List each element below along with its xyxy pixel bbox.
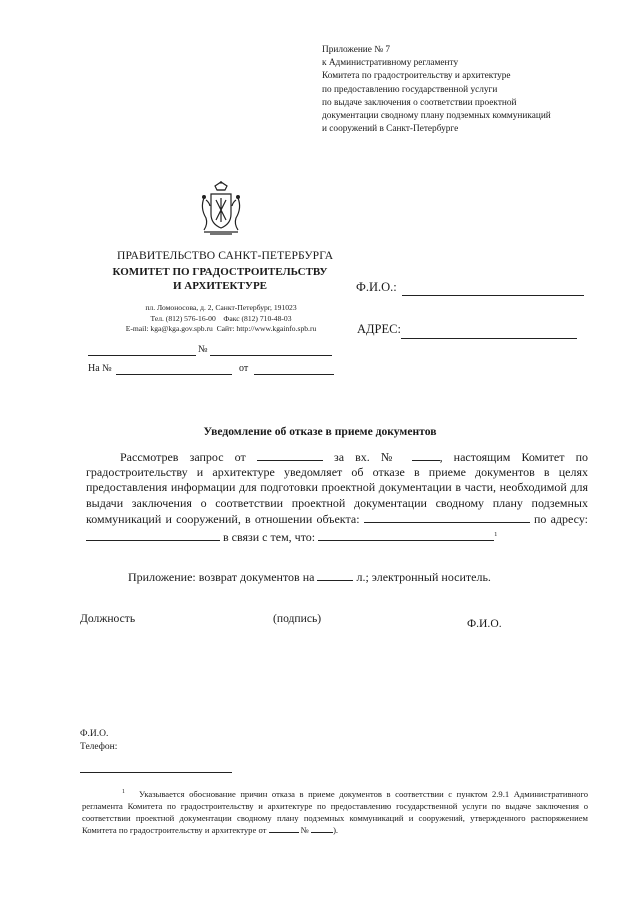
executor-contact bbox=[80, 728, 117, 754]
outgoing-number-field[interactable] bbox=[210, 355, 332, 356]
footnote-text: Указывается обоснование причин отказа в приеме документов в соответствии с пунктом 2.9.1 Административного регламента Комитета по градостроительству и архитектуре по предоставлению государственной услуги по выдаче заключения о соответствии проектной документации сводному плану подземных коммуникаций и сооружений, утвержденного распоряжением Комитета по градостроительству и архитектуре от bbox=[82, 788, 588, 836]
executor-fio: Ф.И.О. bbox=[80, 729, 109, 739]
attachment-text: Приложение: возврат документов на bbox=[128, 570, 315, 584]
footnote-date-field[interactable] bbox=[269, 824, 299, 833]
recipient-fio-field[interactable] bbox=[402, 295, 584, 296]
committee-name-line1: КОМИТЕТ ПО ГРАДОСТРОИТЕЛЬСТВУ bbox=[112, 266, 328, 278]
body-part: в связи с тем, что: bbox=[223, 530, 316, 545]
recipient-fio-label: Ф.И.О.: bbox=[356, 280, 397, 294]
appendix-line: по предоставлению государственной услуги bbox=[322, 84, 498, 95]
footnote bbox=[82, 786, 588, 837]
object-address-field[interactable] bbox=[86, 529, 220, 541]
attachment-end: л.; электронный носитель. bbox=[356, 570, 491, 584]
body-part: Рассмотрев запрос от bbox=[120, 450, 246, 464]
attachment-pages-field[interactable] bbox=[317, 569, 353, 581]
object-field[interactable] bbox=[364, 511, 530, 523]
recipient-address-label: АДРЕС: bbox=[357, 322, 401, 336]
coat-of-arms-icon bbox=[198, 180, 244, 238]
appendix-line: Комитета по градостроительству и архитектуре bbox=[322, 71, 511, 82]
committee-fax: Факс (812) 710-48-03 bbox=[223, 313, 292, 323]
recipient-address-field[interactable] bbox=[401, 338, 577, 339]
notice-body bbox=[86, 449, 588, 545]
committee-address: пл. Ломоносова, д. 2, Санкт-Петербург, 191023 bbox=[145, 303, 297, 312]
outgoing-number-sign: № bbox=[198, 344, 208, 355]
signature-fio: Ф.И.О. bbox=[467, 617, 502, 630]
incoming-number-field[interactable] bbox=[412, 449, 440, 461]
appendix-line: и сооружений в Санкт-Петербурге bbox=[322, 124, 459, 135]
appendix-line: по выдаче заключения о соответствии проектной bbox=[322, 97, 517, 108]
body-part: за вх. № bbox=[333, 450, 401, 464]
committee-phone: Тел. (812) 576-16-00 bbox=[150, 313, 216, 323]
footnote-number-field[interactable] bbox=[311, 824, 333, 833]
outgoing-date-field[interactable] bbox=[88, 355, 196, 356]
footnote-closing: ). bbox=[333, 825, 339, 836]
appendix-line: к Административному регламенту bbox=[322, 58, 459, 69]
reference-date-field[interactable] bbox=[254, 374, 334, 375]
appendix-line: документации сводному плану подземных коммуникаций bbox=[322, 111, 551, 122]
signature-position: Должность bbox=[80, 612, 136, 625]
body-part: по адресу: bbox=[533, 511, 588, 526]
attachment-note bbox=[128, 569, 491, 585]
committee-contacts bbox=[96, 303, 346, 335]
committee-name bbox=[100, 265, 340, 293]
reference-prefix: На № bbox=[88, 363, 112, 374]
footnote-reference: 1 bbox=[494, 531, 498, 539]
committee-site: Сайт: http://www.kgainfo.spb.ru bbox=[216, 324, 317, 333]
appendix-line: Приложение № 7 bbox=[322, 45, 391, 55]
reason-field[interactable] bbox=[318, 529, 494, 541]
executor-phone: Телефон: bbox=[80, 742, 118, 752]
committee-name-line2: И АРХИТЕКТУРЕ bbox=[173, 280, 267, 292]
committee-email: E-mail: kga@kga.gov.spb.ru bbox=[125, 324, 213, 333]
government-name: ПРАВИТЕЛЬСТВО САНКТ-ПЕТЕРБУРГА bbox=[117, 249, 334, 262]
footnote-divider bbox=[80, 772, 232, 773]
body-part: , настоящим Комитет по градостроительству и архитектуре уведомляет об отказе в приеме документов в целях предоставления информации для подготовки проектной документации в части, необходимой для выдачи заключения о соответствии проектной документации сводному плану подземных коммуникаций и сооружений, в отношении объекта: bbox=[86, 450, 589, 526]
footnote-mark: 1 bbox=[122, 789, 125, 795]
request-date-field[interactable] bbox=[257, 449, 323, 461]
reference-date-label: от bbox=[239, 363, 249, 374]
signature-sign: (подпись) bbox=[273, 612, 322, 625]
reference-number-field[interactable] bbox=[116, 374, 232, 375]
footnote-number-sign: № bbox=[300, 825, 309, 836]
appendix-header bbox=[322, 44, 612, 136]
notice-title: Уведомление об отказе в приеме документов bbox=[203, 425, 437, 438]
